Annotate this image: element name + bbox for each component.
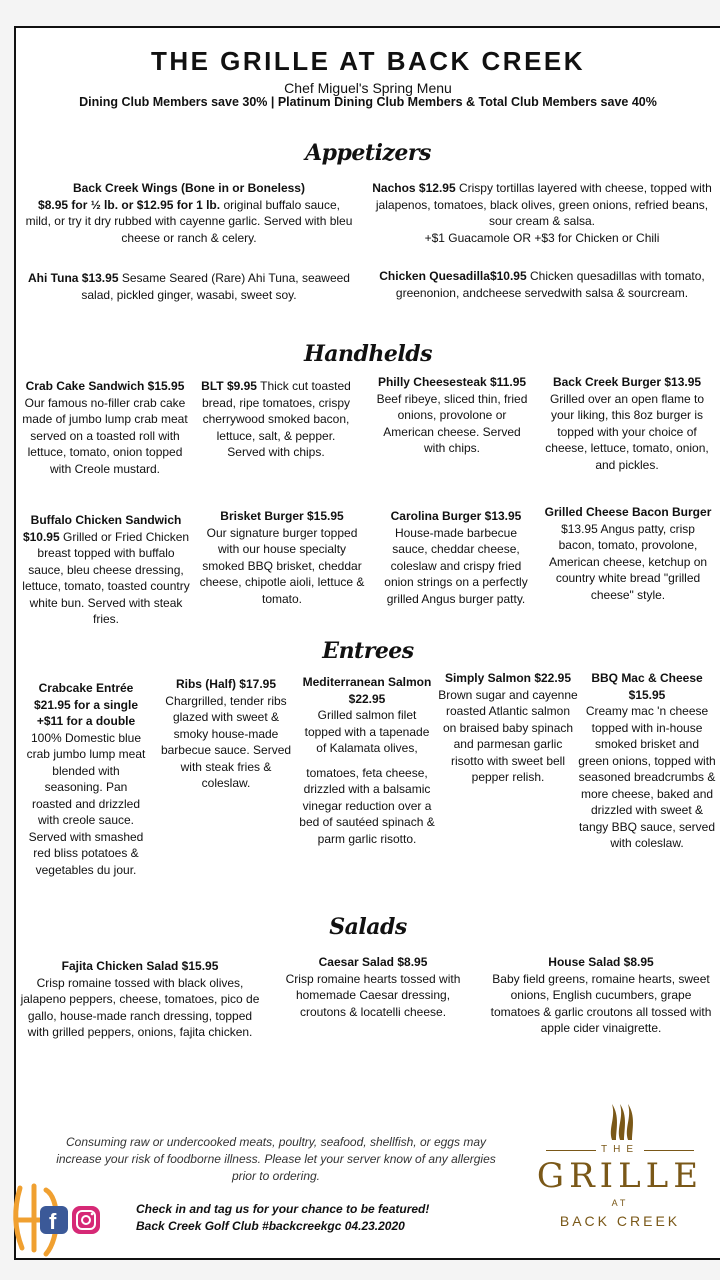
item-name: BBQ Mac & Cheese $15.95 [591, 671, 703, 702]
item-desc-continued: tomatoes, feta cheese, drizzled with a balsamic vinegar reduction over a bed of sautéed spinach & parm garlic risotto. [299, 765, 435, 846]
menu-item-mediterranean-salmon [298, 674, 436, 847]
item-name: Back Creek Burger $13.95 [552, 375, 702, 389]
logo-the: THE [601, 1144, 639, 1155]
menu-item-ahi-tuna [24, 270, 354, 303]
logo-grille: GRILLE [536, 1156, 704, 1196]
item-name: Ahi Tuna $13.95 [28, 271, 119, 285]
section-handhelds: Handhelds [303, 341, 433, 367]
menu-item-quesadilla [372, 268, 712, 301]
menu-item-philly-cheesesteak [372, 374, 532, 457]
savings-line: Dining Club Members save 30% | Platinum Dining Club Members & Total Club Members save 40% [79, 95, 657, 109]
menu-item-buffalo-chicken-sandwich [20, 512, 192, 628]
social-graphic [0, 1168, 110, 1268]
menu-page [14, 26, 720, 1260]
menu-item-caesar-salad [278, 954, 468, 1020]
item-desc: Grilled salmon filet topped with a tapenade of Kalamata olives, [304, 708, 430, 755]
item-name: Brisket Burger $15.95 [220, 509, 344, 523]
item-desc: $13.95 Angus patty, crisp bacon, tomato, provolone, American cheese, ketchup on country white bread "grilled cheese" style. [548, 521, 708, 602]
item-name: Grilled Cheese Bacon Burger [544, 505, 712, 519]
menu-item-carolina-burger [380, 508, 532, 607]
flame-icon [524, 1100, 716, 1144]
item-desc: Thick cut toasted bread, ripe tomatoes, crispy cherrywood smoked bacon, lettuce, salt, & pepper. Served with chips. [201, 379, 351, 459]
item-name: Chicken Quesadilla$10.95 [379, 269, 527, 283]
item-desc: original buffalo sauce, mild, or try it dry rubbed with cayenne garlic. Served with bleu cheese or ranch & celery. [25, 197, 353, 245]
item-name: Fajita Chicken Salad $15.95 [61, 959, 219, 973]
menu-item-nachos [372, 180, 712, 246]
checkin-line-1: Check in and tag us for your chance to be featured! [136, 1202, 430, 1216]
item-desc: Brown sugar and cayenne roasted Atlantic salmon on braised baby spinach and parmesan garlic risotto with sweet bell pepper relish. [438, 687, 578, 784]
menu-item-crabcake-entree [24, 680, 148, 878]
item-name: Back Creek Wings (Bone in or Boneless) [73, 181, 305, 195]
menu-item-wings [24, 180, 354, 246]
menu-item-brisket-burger [196, 508, 368, 607]
item-desc: Creamy mac 'n cheese topped with in-house smoked brisket and green onions, topped with seasoned breadcrumbs & more cheese, baked and drizzled with sweet & tangy BBQ sauce, served with coleslaw. [578, 704, 716, 850]
item-name: House Salad $8.95 [548, 955, 654, 969]
grille-logo [524, 1100, 716, 1240]
item-desc: Crisp romaine hearts tossed with homemade Caesar dressing, croutons & locatelli cheese. [285, 971, 461, 1019]
item-desc: 100% Domestic blue crab jumbo lump meat blended with seasoning. Pan roasted and drizzled with creole sauce. Served with smashed red bliss potatoes & vegetables du jour. [26, 730, 146, 877]
menu-item-back-creek-burger [544, 374, 710, 473]
item-desc: Crispy tortillas layered with cheese, topped with jalapenos, tomatoes, black olives, green onions, refried beans, sour cream & salsa. [375, 181, 712, 228]
item-name: Crab Cake Sandwich $15.95 [25, 379, 185, 393]
menu-item-grilled-cheese-bacon-burger [542, 504, 714, 603]
item-desc: Our famous no-filler crab cake made of jumbo lump crab meat served on a toasted roll with lettuce, tomato, onion topped with Creole mustard. [22, 395, 188, 476]
item-name: Carolina Burger $13.95 [390, 509, 522, 523]
menu-item-crab-cake-sandwich [20, 378, 190, 477]
facebook-icon [40, 1206, 68, 1234]
item-desc: Baby field greens, romaine hearts, sweet onions, English cucumbers, grape tomatoes & garlic croutons all tossed with apple cider vinaigrette. [490, 971, 712, 1035]
logo-at: AT [611, 1198, 629, 1208]
item-desc: Chicken quesadillas with tomato, greenonion, andcheese servedwith salsa & sourcream. [395, 269, 705, 300]
section-appetizers: Appetizers [305, 140, 431, 166]
social-overlay [0, 1168, 110, 1268]
allergy-notice: Consuming raw or undercooked meats, poultry, seafood, shellfish, or eggs may increase your risk of foodborne illness. Please let your server know of any allergies prior to ordering. [56, 1135, 496, 1183]
section-salads: Salads [329, 914, 407, 940]
logo-back-creek: BACK CREEK [559, 1213, 681, 1229]
item-name: Crabcake Entrée $21.95 for a single +$11 for a double [33, 681, 139, 728]
item-desc: Grilled or Fried Chicken breast topped with buffalo sauce, bleu cheese dressing, lettuce, tomato, toasted country white bun. Served with steak fries. [22, 529, 190, 626]
item-price: $8.95 for ½ lb. or $12.95 for 1 lb. [38, 197, 221, 212]
item-name: Nachos $12.95 [372, 181, 456, 195]
menu-item-blt [196, 378, 356, 461]
page-title: THE GRILLE AT BACK CREEK [150, 46, 586, 76]
item-name: Philly Cheesesteak $11.95 [377, 375, 527, 389]
menu-item-house-salad [486, 954, 716, 1037]
item-name: BLT $9.95 [201, 379, 257, 393]
menu-item-bbq-mac-cheese [578, 670, 716, 852]
item-desc: Sesame Seared (Rare) Ahi Tuna, seaweed salad, pickled ginger, wasabi, sweet soy. [81, 271, 350, 302]
item-name: Mediterranean Salmon $22.95 [302, 675, 432, 706]
item-desc: House-made barbecue sauce, cheddar cheese, coleslaw and crispy fried onion strings on a perfectly grilled Angus burger patty. [384, 525, 528, 606]
item-desc: Grilled over an open flame to your liking, this 8oz burger is topped with your choice of cheese, lettuce, tomato, onion, and pickles. [545, 391, 709, 472]
menu-item-fajita-chicken-salad [20, 958, 260, 1041]
item-name: Ribs (Half) $17.95 [175, 677, 277, 691]
item-name: Buffalo Chicken Sandwich $10.95 [22, 513, 182, 544]
facebook-glyph: f [49, 1209, 57, 1234]
page-subtitle: Chef Miguel's Spring Menu [284, 80, 452, 96]
checkin-text [136, 1201, 429, 1235]
item-extra: +$1 Guacamole OR +$3 for Chicken or Chili [424, 230, 660, 245]
item-name: Simply Salmon $22.95 [444, 671, 572, 685]
item-desc: Beef ribeye, sliced thin, fried onions, provolone or American cheese. Served with chips. [376, 391, 528, 455]
item-desc: Crisp romaine tossed with black olives, jalapeno peppers, cheese, tomatoes, pico de gallo, house-made ranch dressing, topped with grilled peppers, onions, fajita chicken. [20, 975, 260, 1039]
menu-item-ribs [156, 676, 296, 792]
item-desc: Our signature burger topped with our house specialty smoked BBQ brisket, cheddar cheese, chipotle aioli, lettuce & tomato. [199, 525, 365, 606]
menu-item-simply-salmon [438, 670, 578, 786]
checkin-line-2: Back Creek Golf Club #backcreekgc 04.23.2020 [136, 1219, 405, 1233]
item-desc: Chargrilled, tender ribs glazed with sweet & smoky house-made barbecue sauce. Served with steak fries & coleslaw. [160, 693, 292, 790]
section-entrees: Entrees [322, 638, 414, 664]
item-name: Caesar Salad $8.95 [318, 955, 428, 969]
instagram-icon [72, 1206, 100, 1234]
